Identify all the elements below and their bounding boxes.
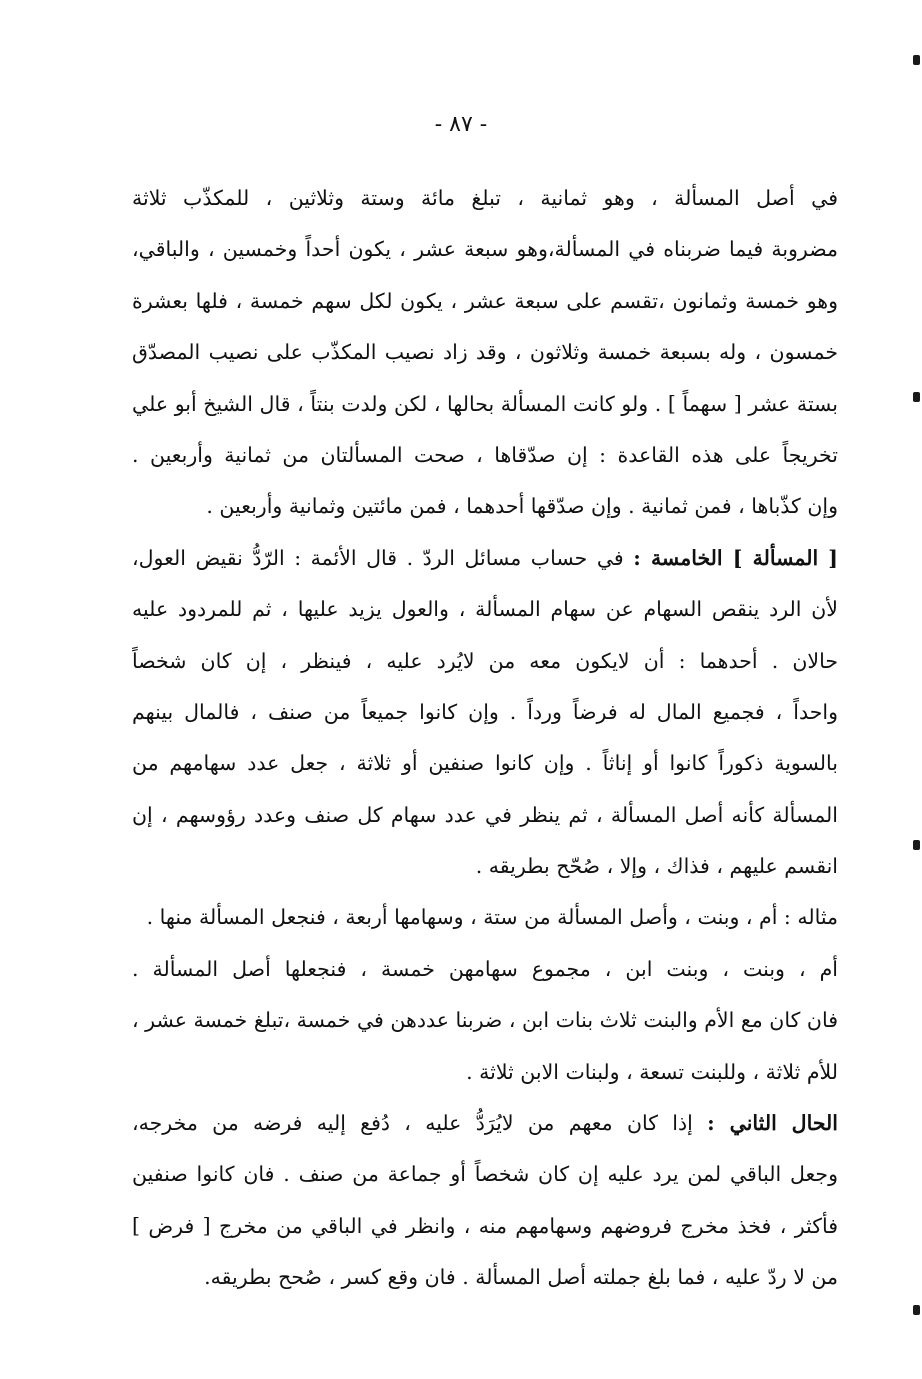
line-text: من لا ردّ عليه ، فما بلغ جملته أصل المسألة . فان وقع كسر ، صُحح بطريقه.	[204, 1265, 838, 1290]
margin-mark	[913, 1305, 920, 1315]
line-text: فأكثر ، فخذ مخرج فروضهم وسهامهم منه ، وانظر في الباقي من مخرج [ فرض ]	[132, 1213, 838, 1238]
main-text	[132, 178, 838, 1309]
text-line	[132, 178, 838, 229]
text-line	[132, 1206, 838, 1257]
line-text: حالان . أحدهما : أن لايكون معه من لايُرد عليه ، فينظر ، إن كان شخصاً	[132, 648, 838, 673]
text-line	[132, 897, 838, 948]
text-line	[132, 229, 838, 280]
page-number: - ٨٧ -	[434, 112, 488, 137]
margin-mark	[913, 392, 920, 402]
line-text: تخريجاً على هذه القاعدة : إن صدّقاها ، صحت المسألتان من ثمانية وأربعين .	[132, 442, 838, 467]
line-text: وإن كذّباها ، فمن ثمانية . وإن صدّقها أحدهما ، فمن مائتين وثمانية وأربعين .	[206, 494, 838, 519]
text-line	[132, 1000, 838, 1051]
line-text: بالسوية ذكوراً كانوا أو إناثاً . وإن كانوا صنفين أو ثلاثة ، جعل عدد سهامهم من	[132, 751, 838, 776]
line-text: بستة عشر [ سهماً ] . ولو كانت المسألة بحالها ، لكن ولدت بنتاً ، قال الشيخ أبو علي	[132, 391, 838, 416]
line-text: مضروبة فيما ضربناه في المسألة،وهو سبعة عشر ، يكون أحداً وخمسين ، والباقي،	[132, 237, 838, 262]
text-line	[132, 486, 838, 537]
margin-mark	[913, 55, 920, 65]
line-text: لأن الرد ينقص السهام عن سهام المسألة ، والعول يزيد عليها ، ثم للمردود عليه	[132, 597, 838, 622]
line-text: مثاله : أم ، وبنت ، وأصل المسألة من ستة ، وسهامها أربعة ، فنجعل المسألة منها .	[146, 905, 838, 930]
text-line	[132, 743, 838, 794]
text-line	[132, 332, 838, 383]
section-heading: [ المسألة ] الخامسة :	[633, 545, 838, 570]
line-text: في حساب مسائل الردّ . قال الأئمة : الرّدُّ نقيض العول،	[132, 545, 634, 570]
line-text: خمسون ، وله بسبعة خمسة وثلاثون ، وقد زاد نصيب المكذّب على نصيب المصدّق	[132, 340, 838, 365]
text-line	[132, 435, 838, 486]
margin-mark	[913, 840, 920, 850]
text-line	[132, 384, 838, 435]
line-text: واحداً ، فجميع المال له فرضاً ورداً . وإن كانوا جميعاً من صنف ، فالمال بينهم	[132, 699, 838, 724]
line-text: للأم ثلاثة ، وللبنت تسعة ، ولبنات الابن ثلاثة .	[466, 1059, 838, 1084]
text-line	[132, 692, 838, 743]
text-line	[132, 641, 838, 692]
line-text: أم ، وبنت ، وبنت ابن ، مجموع سهامهن خمسة ، فنجعلها أصل المسألة .	[132, 956, 838, 981]
line-text: في أصل المسألة ، وهو ثمانية ، تبلغ مائة وستة وثلاثين ، للمكذّب ثلاثة	[132, 186, 838, 210]
line-text: وهو خمسة وثمانون ،تقسم على سبعة عشر ، يكون لكل سهم خمسة ، فلها بعشرة	[132, 288, 838, 313]
section-heading: الحال الثاني :	[707, 1111, 838, 1136]
text-line	[132, 1257, 838, 1308]
text-line	[132, 1052, 838, 1103]
line-text: إذا كان معهم من لايُرَدُّ عليه ، دُفع إليه فرضه من مخرجه،	[132, 1111, 708, 1136]
line-text: انقسم عليهم ، فذاك ، وإلا ، صُحّح بطريقه .	[475, 854, 838, 879]
text-line	[132, 589, 838, 640]
line-text: المسألة كأنه أصل المسألة ، ثم ينظر في عدد سهام كل صنف وعدد رؤوسهم ، إن	[132, 802, 838, 827]
line-text: وجعل الباقي لمن يرد عليه إن كان شخصاً أو جماعة من صنف . فان كانوا صنفين	[132, 1162, 838, 1187]
text-line	[132, 281, 838, 332]
text-line	[132, 949, 838, 1000]
text-line	[132, 1103, 838, 1154]
text-line	[132, 795, 838, 846]
text-line	[132, 1154, 838, 1205]
text-line	[132, 846, 838, 897]
text-line	[132, 538, 838, 589]
line-text: فان كان مع الأم والبنت ثلاث بنات ابن ، ضربنا عددهن في خمسة ،تبلغ خمسة عشر ،	[132, 1008, 838, 1033]
